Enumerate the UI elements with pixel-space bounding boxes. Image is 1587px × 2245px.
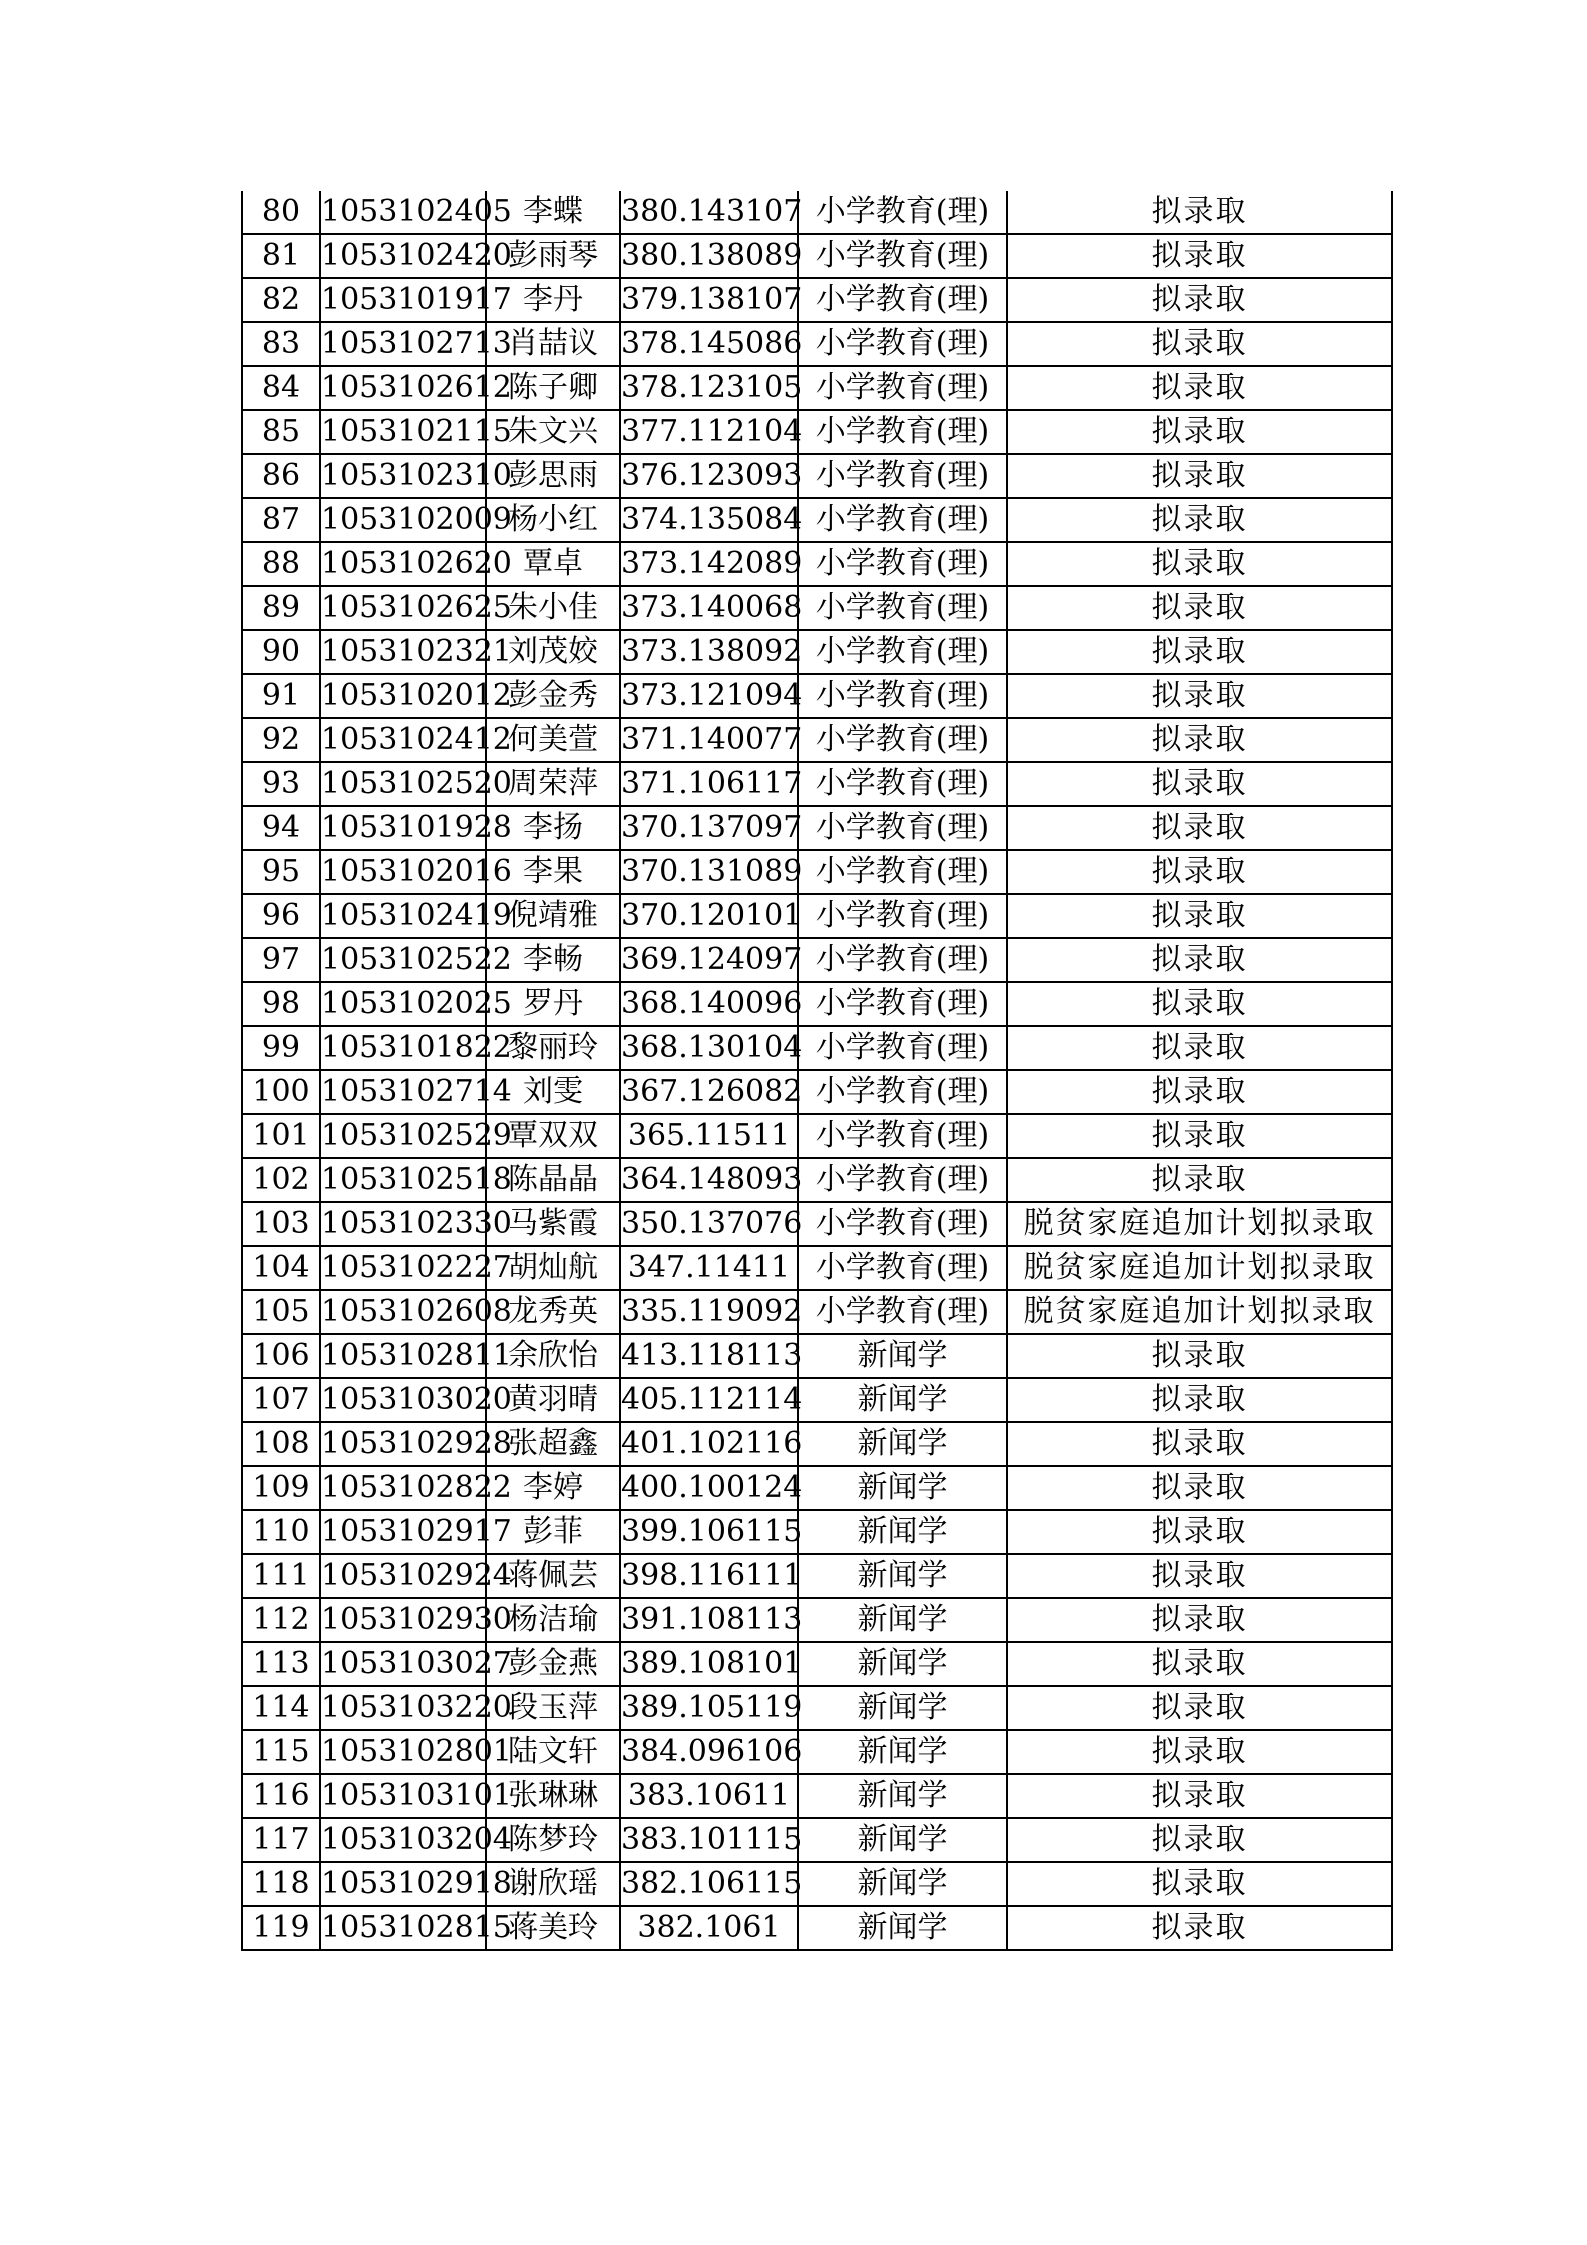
table-row: [242, 1686, 1392, 1730]
cell-row-number: 103: [242, 1202, 320, 1246]
cell-program: 新闻学: [798, 1378, 1007, 1422]
cell-candidate-id: 1053103020: [320, 1378, 486, 1422]
cell-program: 小学教育(理): [798, 1070, 1007, 1114]
table-row: [242, 1906, 1392, 1950]
cell-candidate-id: 1053101917: [320, 278, 486, 322]
cell-status: 拟录取: [1007, 850, 1392, 894]
cell-status: 脱贫家庭追加计划拟录取: [1007, 1246, 1392, 1290]
cell-score: 383.101115: [620, 1818, 798, 1862]
cell-program: 小学教育(理): [798, 982, 1007, 1026]
cell-row-number: 87: [242, 498, 320, 542]
cell-program: 新闻学: [798, 1510, 1007, 1554]
cell-status: 拟录取: [1007, 762, 1392, 806]
cell-candidate-id: 1053102928: [320, 1422, 486, 1466]
cell-row-number: 108: [242, 1422, 320, 1466]
cell-program: 新闻学: [798, 1334, 1007, 1378]
cell-candidate-name: 刘茂姣: [486, 630, 620, 674]
cell-candidate-id: 1053102012: [320, 674, 486, 718]
admission-table-body: [242, 191, 1392, 1950]
cell-candidate-id: 1053102713: [320, 322, 486, 366]
cell-score: 398.116111: [620, 1554, 798, 1598]
cell-program: 新闻学: [798, 1642, 1007, 1686]
cell-candidate-name: 刘雯: [486, 1070, 620, 1114]
cell-row-number: 83: [242, 322, 320, 366]
cell-candidate-name: 彭菲: [486, 1510, 620, 1554]
cell-status: 拟录取: [1007, 1378, 1392, 1422]
table-row: [242, 1246, 1392, 1290]
cell-candidate-id: 1053102227: [320, 1246, 486, 1290]
cell-program: 小学教育(理): [798, 322, 1007, 366]
cell-score: 373.140068: [620, 586, 798, 630]
table-row: [242, 1334, 1392, 1378]
cell-candidate-id: 1053102518: [320, 1158, 486, 1202]
cell-candidate-id: 1053102930: [320, 1598, 486, 1642]
cell-candidate-id: 1053102714: [320, 1070, 486, 1114]
cell-row-number: 84: [242, 366, 320, 410]
cell-status: 拟录取: [1007, 674, 1392, 718]
cell-program: 小学教育(理): [798, 1290, 1007, 1334]
cell-row-number: 95: [242, 850, 320, 894]
cell-program: 新闻学: [798, 1686, 1007, 1730]
cell-score: 369.124097: [620, 938, 798, 982]
table-row: [242, 1730, 1392, 1774]
cell-row-number: 104: [242, 1246, 320, 1290]
table-row: [242, 410, 1392, 454]
cell-candidate-name: 谢欣瑶: [486, 1862, 620, 1906]
cell-status: 拟录取: [1007, 322, 1392, 366]
cell-candidate-name: 罗丹: [486, 982, 620, 1026]
cell-candidate-id: 1053102612: [320, 366, 486, 410]
cell-status: 拟录取: [1007, 1158, 1392, 1202]
cell-candidate-id: 1053102529: [320, 1114, 486, 1158]
cell-row-number: 100: [242, 1070, 320, 1114]
cell-status: 脱贫家庭追加计划拟录取: [1007, 1202, 1392, 1246]
cell-score: 370.137097: [620, 806, 798, 850]
cell-candidate-id: 1053102330: [320, 1202, 486, 1246]
cell-row-number: 110: [242, 1510, 320, 1554]
cell-score: 391.108113: [620, 1598, 798, 1642]
cell-candidate-id: 1053102918: [320, 1862, 486, 1906]
cell-candidate-id: 1053102405: [320, 191, 486, 234]
cell-candidate-id: 1053102321: [320, 630, 486, 674]
cell-candidate-name: 杨洁瑜: [486, 1598, 620, 1642]
cell-score: 371.106117: [620, 762, 798, 806]
cell-status: 拟录取: [1007, 454, 1392, 498]
cell-candidate-id: 1053103027: [320, 1642, 486, 1686]
cell-program: 小学教育(理): [798, 278, 1007, 322]
cell-row-number: 107: [242, 1378, 320, 1422]
cell-score: 401.102116: [620, 1422, 798, 1466]
cell-candidate-id: 1053102520: [320, 762, 486, 806]
cell-status: 拟录取: [1007, 1334, 1392, 1378]
cell-candidate-name: 张超鑫: [486, 1422, 620, 1466]
table-row: [242, 1818, 1392, 1862]
cell-score: 376.123093: [620, 454, 798, 498]
table-row: [242, 322, 1392, 366]
cell-status: 拟录取: [1007, 630, 1392, 674]
table-row: [242, 1554, 1392, 1598]
cell-candidate-id: 1053103101: [320, 1774, 486, 1818]
cell-status: 拟录取: [1007, 1686, 1392, 1730]
cell-row-number: 118: [242, 1862, 320, 1906]
cell-program: 小学教育(理): [798, 234, 1007, 278]
table-row: [242, 1202, 1392, 1246]
cell-score: 373.138092: [620, 630, 798, 674]
cell-row-number: 117: [242, 1818, 320, 1862]
cell-score: 383.10611: [620, 1774, 798, 1818]
cell-score: 373.142089: [620, 542, 798, 586]
cell-status: 拟录取: [1007, 718, 1392, 762]
cell-candidate-id: 1053102620: [320, 542, 486, 586]
cell-status: 拟录取: [1007, 894, 1392, 938]
cell-score: 378.123105: [620, 366, 798, 410]
cell-score: 347.11411: [620, 1246, 798, 1290]
cell-candidate-name: 黄羽晴: [486, 1378, 620, 1422]
cell-score: 365.11511: [620, 1114, 798, 1158]
table-row: [242, 1466, 1392, 1510]
cell-candidate-id: 1053102310: [320, 454, 486, 498]
cell-program: 新闻学: [798, 1730, 1007, 1774]
cell-score: 373.121094: [620, 674, 798, 718]
cell-program: 小学教育(理): [798, 1026, 1007, 1070]
cell-row-number: 116: [242, 1774, 320, 1818]
cell-candidate-id: 1053102815: [320, 1906, 486, 1950]
table-row: [242, 762, 1392, 806]
cell-program: 新闻学: [798, 1554, 1007, 1598]
table-row: [242, 542, 1392, 586]
cell-candidate-name: 蒋美玲: [486, 1906, 620, 1950]
cell-candidate-name: 朱小佳: [486, 586, 620, 630]
cell-row-number: 92: [242, 718, 320, 762]
cell-program: 小学教育(理): [798, 718, 1007, 762]
cell-candidate-id: 1053102917: [320, 1510, 486, 1554]
cell-candidate-id: 1053102420: [320, 234, 486, 278]
cell-status: 拟录取: [1007, 1026, 1392, 1070]
cell-status: 拟录取: [1007, 1422, 1392, 1466]
table-row: [242, 1862, 1392, 1906]
table-row: [242, 1774, 1392, 1818]
cell-status: 拟录取: [1007, 982, 1392, 1026]
cell-status: 拟录取: [1007, 1862, 1392, 1906]
cell-candidate-name: 陈子卿: [486, 366, 620, 410]
cell-score: 367.126082: [620, 1070, 798, 1114]
cell-status: 拟录取: [1007, 278, 1392, 322]
cell-score: 378.145086: [620, 322, 798, 366]
cell-status: 拟录取: [1007, 586, 1392, 630]
cell-candidate-id: 1053102811: [320, 1334, 486, 1378]
cell-candidate-name: 黎丽玲: [486, 1026, 620, 1070]
table-row: [242, 1510, 1392, 1554]
cell-candidate-name: 肖喆议: [486, 322, 620, 366]
cell-candidate-id: 1053102625: [320, 586, 486, 630]
cell-score: 371.140077: [620, 718, 798, 762]
cell-program: 小学教育(理): [798, 806, 1007, 850]
cell-row-number: 97: [242, 938, 320, 982]
cell-status: 拟录取: [1007, 1554, 1392, 1598]
table-row: [242, 982, 1392, 1026]
cell-status: 拟录取: [1007, 191, 1392, 234]
cell-row-number: 93: [242, 762, 320, 806]
cell-score: 368.130104: [620, 1026, 798, 1070]
table-row: [242, 1290, 1392, 1334]
table-row: [242, 1422, 1392, 1466]
cell-candidate-name: 覃卓: [486, 542, 620, 586]
cell-program: 小学教育(理): [798, 410, 1007, 454]
cell-candidate-name: 蒋佩芸: [486, 1554, 620, 1598]
table-row: [242, 1026, 1392, 1070]
cell-candidate-name: 李丹: [486, 278, 620, 322]
cell-row-number: 85: [242, 410, 320, 454]
table-row: [242, 454, 1392, 498]
cell-status: 拟录取: [1007, 1598, 1392, 1642]
cell-candidate-name: 胡灿航: [486, 1246, 620, 1290]
cell-candidate-name: 彭金秀: [486, 674, 620, 718]
table-row: [242, 1158, 1392, 1202]
cell-row-number: 119: [242, 1906, 320, 1950]
cell-program: 小学教育(理): [798, 366, 1007, 410]
table-row: [242, 938, 1392, 982]
cell-row-number: 82: [242, 278, 320, 322]
cell-score: 370.131089: [620, 850, 798, 894]
cell-score: 384.096106: [620, 1730, 798, 1774]
cell-program: 新闻学: [798, 1422, 1007, 1466]
cell-score: 382.106115: [620, 1862, 798, 1906]
table-row: [242, 630, 1392, 674]
cell-candidate-name: 余欣怡: [486, 1334, 620, 1378]
cell-score: 377.112104: [620, 410, 798, 454]
cell-program: 小学教育(理): [798, 1246, 1007, 1290]
cell-row-number: 81: [242, 234, 320, 278]
cell-status: 拟录取: [1007, 1510, 1392, 1554]
table-row: [242, 718, 1392, 762]
cell-row-number: 106: [242, 1334, 320, 1378]
table-row: [242, 674, 1392, 718]
cell-row-number: 115: [242, 1730, 320, 1774]
cell-program: 小学教育(理): [798, 630, 1007, 674]
cell-candidate-name: 龙秀英: [486, 1290, 620, 1334]
cell-program: 新闻学: [798, 1466, 1007, 1510]
table-row: [242, 498, 1392, 542]
cell-candidate-id: 1053102822: [320, 1466, 486, 1510]
cell-program: 小学教育(理): [798, 938, 1007, 982]
cell-score: 364.148093: [620, 1158, 798, 1202]
cell-row-number: 113: [242, 1642, 320, 1686]
cell-status: 拟录取: [1007, 938, 1392, 982]
cell-score: 380.143107: [620, 191, 798, 234]
cell-status: 拟录取: [1007, 1774, 1392, 1818]
cell-row-number: 102: [242, 1158, 320, 1202]
cell-program: 小学教育(理): [798, 498, 1007, 542]
cell-candidate-id: 1053102924: [320, 1554, 486, 1598]
cell-program: 小学教育(理): [798, 191, 1007, 234]
table-row: [242, 806, 1392, 850]
cell-score: 400.100124: [620, 1466, 798, 1510]
cell-status: 拟录取: [1007, 1642, 1392, 1686]
cell-score: 399.106115: [620, 1510, 798, 1554]
cell-candidate-name: 覃双双: [486, 1114, 620, 1158]
cell-candidate-name: 周荣萍: [486, 762, 620, 806]
cell-row-number: 86: [242, 454, 320, 498]
cell-score: 368.140096: [620, 982, 798, 1026]
cell-program: 新闻学: [798, 1818, 1007, 1862]
cell-candidate-name: 李扬: [486, 806, 620, 850]
table-row: [242, 234, 1392, 278]
cell-row-number: 94: [242, 806, 320, 850]
cell-candidate-id: 1053103220: [320, 1686, 486, 1730]
cell-program: 新闻学: [798, 1862, 1007, 1906]
table-row: [242, 1642, 1392, 1686]
cell-row-number: 96: [242, 894, 320, 938]
cell-candidate-id: 1053102412: [320, 718, 486, 762]
cell-candidate-name: 朱文兴: [486, 410, 620, 454]
cell-candidate-id: 1053102419: [320, 894, 486, 938]
cell-row-number: 101: [242, 1114, 320, 1158]
cell-candidate-name: 李婷: [486, 1466, 620, 1510]
cell-candidate-id: 1053102522: [320, 938, 486, 982]
cell-program: 小学教育(理): [798, 542, 1007, 586]
table-row: [242, 1114, 1392, 1158]
cell-program: 小学教育(理): [798, 674, 1007, 718]
cell-score: 389.108101: [620, 1642, 798, 1686]
cell-score: 379.138107: [620, 278, 798, 322]
table-row: [242, 366, 1392, 410]
cell-program: 小学教育(理): [798, 894, 1007, 938]
cell-program: 新闻学: [798, 1598, 1007, 1642]
cell-status: 脱贫家庭追加计划拟录取: [1007, 1290, 1392, 1334]
cell-row-number: 91: [242, 674, 320, 718]
cell-candidate-id: 1053102016: [320, 850, 486, 894]
cell-program: 小学教育(理): [798, 850, 1007, 894]
cell-candidate-name: 彭金燕: [486, 1642, 620, 1686]
cell-candidate-id: 1053102009: [320, 498, 486, 542]
cell-candidate-name: 陈晶晶: [486, 1158, 620, 1202]
cell-status: 拟录取: [1007, 1730, 1392, 1774]
cell-status: 拟录取: [1007, 498, 1392, 542]
cell-status: 拟录取: [1007, 1818, 1392, 1862]
cell-candidate-name: 彭雨琴: [486, 234, 620, 278]
cell-status: 拟录取: [1007, 806, 1392, 850]
cell-row-number: 89: [242, 586, 320, 630]
table-row: [242, 1070, 1392, 1114]
cell-status: 拟录取: [1007, 1070, 1392, 1114]
cell-status: 拟录取: [1007, 410, 1392, 454]
cell-candidate-name: 陈梦玲: [486, 1818, 620, 1862]
cell-candidate-name: 彭思雨: [486, 454, 620, 498]
cell-candidate-id: 1053103204: [320, 1818, 486, 1862]
cell-candidate-id: 1053101928: [320, 806, 486, 850]
cell-row-number: 99: [242, 1026, 320, 1070]
cell-score: 389.105119: [620, 1686, 798, 1730]
cell-score: 370.120101: [620, 894, 798, 938]
cell-score: 413.118113: [620, 1334, 798, 1378]
cell-program: 小学教育(理): [798, 1202, 1007, 1246]
cell-program: 小学教育(理): [798, 1158, 1007, 1202]
cell-candidate-name: 陆文轩: [486, 1730, 620, 1774]
cell-row-number: 112: [242, 1598, 320, 1642]
cell-row-number: 88: [242, 542, 320, 586]
table-row: [242, 850, 1392, 894]
cell-row-number: 111: [242, 1554, 320, 1598]
cell-status: 拟录取: [1007, 542, 1392, 586]
cell-program: 新闻学: [798, 1906, 1007, 1950]
cell-row-number: 105: [242, 1290, 320, 1334]
cell-candidate-id: 1053102801: [320, 1730, 486, 1774]
cell-program: 小学教育(理): [798, 1114, 1007, 1158]
cell-status: 拟录取: [1007, 1114, 1392, 1158]
table-row: [242, 1378, 1392, 1422]
table-row: [242, 191, 1392, 234]
cell-score: 374.135084: [620, 498, 798, 542]
cell-candidate-name: 李蝶: [486, 191, 620, 234]
cell-row-number: 80: [242, 191, 320, 234]
table-row: [242, 586, 1392, 630]
cell-row-number: 90: [242, 630, 320, 674]
cell-program: 小学教育(理): [798, 454, 1007, 498]
cell-row-number: 98: [242, 982, 320, 1026]
cell-row-number: 109: [242, 1466, 320, 1510]
cell-status: 拟录取: [1007, 234, 1392, 278]
cell-score: 335.119092: [620, 1290, 798, 1334]
cell-candidate-name: 李畅: [486, 938, 620, 982]
cell-program: 新闻学: [798, 1774, 1007, 1818]
cell-candidate-id: 1053102608: [320, 1290, 486, 1334]
cell-candidate-name: 杨小红: [486, 498, 620, 542]
cell-row-number: 114: [242, 1686, 320, 1730]
cell-candidate-name: 段玉萍: [486, 1686, 620, 1730]
cell-status: 拟录取: [1007, 366, 1392, 410]
cell-score: 350.137076: [620, 1202, 798, 1246]
table-row: [242, 1598, 1392, 1642]
cell-candidate-name: 张琳琳: [486, 1774, 620, 1818]
cell-candidate-id: 1053101822: [320, 1026, 486, 1070]
admission-table: [241, 191, 1393, 1951]
cell-candidate-name: 李果: [486, 850, 620, 894]
cell-score: 382.1061: [620, 1906, 798, 1950]
cell-status: 拟录取: [1007, 1906, 1392, 1950]
cell-score: 380.138089: [620, 234, 798, 278]
cell-candidate-id: 1053102115: [320, 410, 486, 454]
cell-program: 小学教育(理): [798, 762, 1007, 806]
cell-status: 拟录取: [1007, 1466, 1392, 1510]
table-row: [242, 894, 1392, 938]
cell-candidate-name: 何美萱: [486, 718, 620, 762]
cell-candidate-name: 马紫霞: [486, 1202, 620, 1246]
cell-program: 小学教育(理): [798, 586, 1007, 630]
cell-candidate-id: 1053102025: [320, 982, 486, 1026]
cell-score: 405.112114: [620, 1378, 798, 1422]
table-row: [242, 278, 1392, 322]
cell-candidate-name: 倪靖雅: [486, 894, 620, 938]
